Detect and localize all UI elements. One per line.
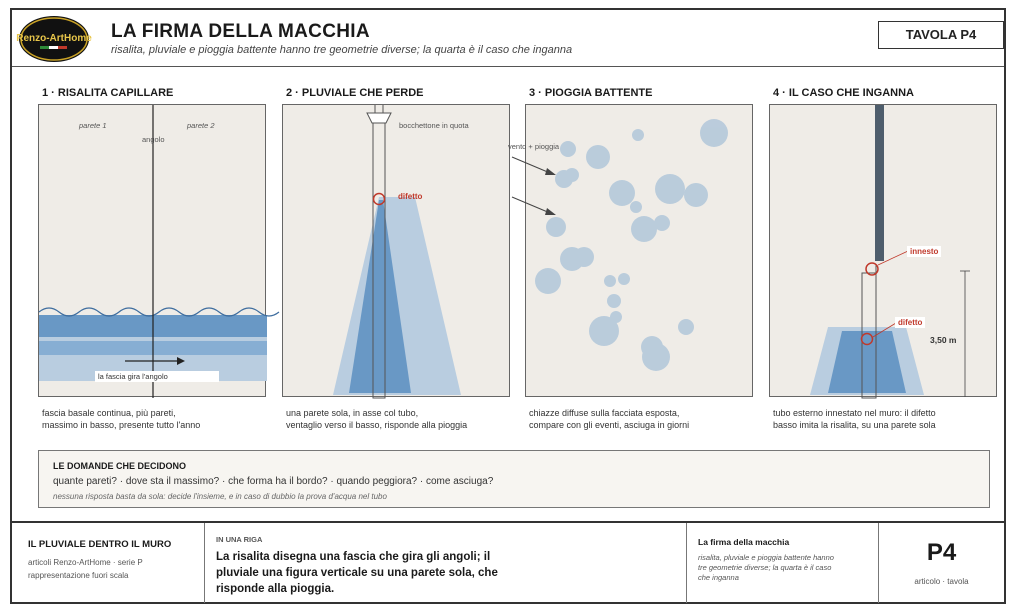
ref-line: risalita, pluviale e pioggia battente hanno [698,553,834,562]
article-code-caption: articolo · tavola [914,577,969,586]
label-corner: angolo [142,135,165,144]
caption-line: fascia basale continua, più pareti, [42,408,176,418]
summary-line: risponde alla pioggia. [216,583,335,595]
header-divider [12,66,1004,67]
caption-line: compare con gli eventi, asciuga in giorni [529,420,690,430]
label-outlet: bocchettone in quota [399,121,469,130]
panel-driving-rain [508,104,753,397]
panel-3-caption [529,407,759,431]
footer-summary-block [216,523,676,603]
footer-scale: rappresentazione fuori scala [28,571,129,580]
caption-line: ventaglio verso il basso, risponde alla pioggia [286,420,468,430]
footer-reference-block [698,523,868,603]
footer-separator [686,523,687,603]
panel-1-title: 1 · RISALITA CAPILLARE [42,87,174,99]
questions-note: nessuna risposta basta da sola: decide l'insieme, e in caso di dubbio la prova d'acqua nel tubo [53,492,387,501]
label-defect: difetto [398,192,423,201]
label-wind-rain: vento + pioggia [508,142,560,151]
footer-section-block [28,523,198,603]
page-subtitle: risalita, pluviale e pioggia battente hanno tre geometrie diverse; la quarta è il caso che inganna [111,44,573,56]
article-code: P4 [926,539,957,566]
panel-1-caption [42,407,272,431]
footer-section-title: IL PLUVIALE DENTRO IL MURO [28,539,172,550]
summary-line: pluviale una figura verticale su una parete sola, che [216,567,498,579]
questions-text: quante pareti? · dove sta il massimo? · che forma ha il bordo? · quando peggiora? · come asciuga? [53,476,494,487]
caption-line: una parete sola, in asse col tubo, [286,408,419,418]
caption-line: tubo esterno innestato nel muro: il difetto [773,408,936,418]
panel-rising-damp [38,104,266,397]
ref-line: tre geometrie diverse; la quarta è il caso [698,563,832,572]
drawing-sheet [10,8,1006,604]
caption-line: basso imita la risalita, su una parete sola [773,420,936,430]
panel-4-caption [773,407,1003,431]
tavola-badge: TAVOLA P4 [878,21,1004,49]
brand-logo [18,14,90,64]
label-defect: difetto [895,317,925,328]
deceptive-case-illustration [770,105,998,398]
label-joint: innesto [907,246,941,257]
logo-text: Renzo-ArtHome [16,33,92,44]
page-title: LA FIRMA DELLA MACCHIA [111,21,370,42]
label-height: 3,50 m [930,335,957,345]
driving-rain-illustration [526,105,754,398]
rising-damp-illustration [39,105,267,398]
summary-line: La risalita disegna una fascia che gira gli angoli; il [216,551,491,563]
downpipe-illustration [283,105,511,398]
panel-2-title: 2 · PLUVIALE CHE PERDE [286,87,424,99]
footer-summary-text [216,549,498,597]
label-wall-1: parete 1 [79,121,107,130]
label-band-turns-corner: la fascia gira l'angolo [95,371,219,382]
questions-title: LE DOMANDE CHE DECIDONO [53,461,187,471]
footer-ref-text [698,553,834,583]
footer-code-block [879,523,1004,603]
caption-line: chiazze diffuse sulla facciata esposta, [529,408,680,418]
ref-line: che inganna [698,573,739,582]
panel-deceptive-case [769,104,997,397]
label-wall-2: parete 2 [187,121,215,130]
footer-summary-label: IN UNA RIGA [216,535,263,544]
panel-4-title: 4 · IL CASO CHE INGANNA [773,87,914,99]
panel-3-title: 3 · PIOGGIA BATTENTE [529,87,653,99]
footer-ref-title: La firma della macchia [698,537,790,547]
panel-leaking-downpipe [282,104,510,397]
footer-separator [204,523,205,603]
key-questions-box [38,450,990,508]
panel-2-caption [286,407,516,431]
caption-line: massimo in basso, presente tutto l'anno [42,420,201,430]
footer-series: articoli Renzo-ArtHome · serie P [28,558,143,567]
